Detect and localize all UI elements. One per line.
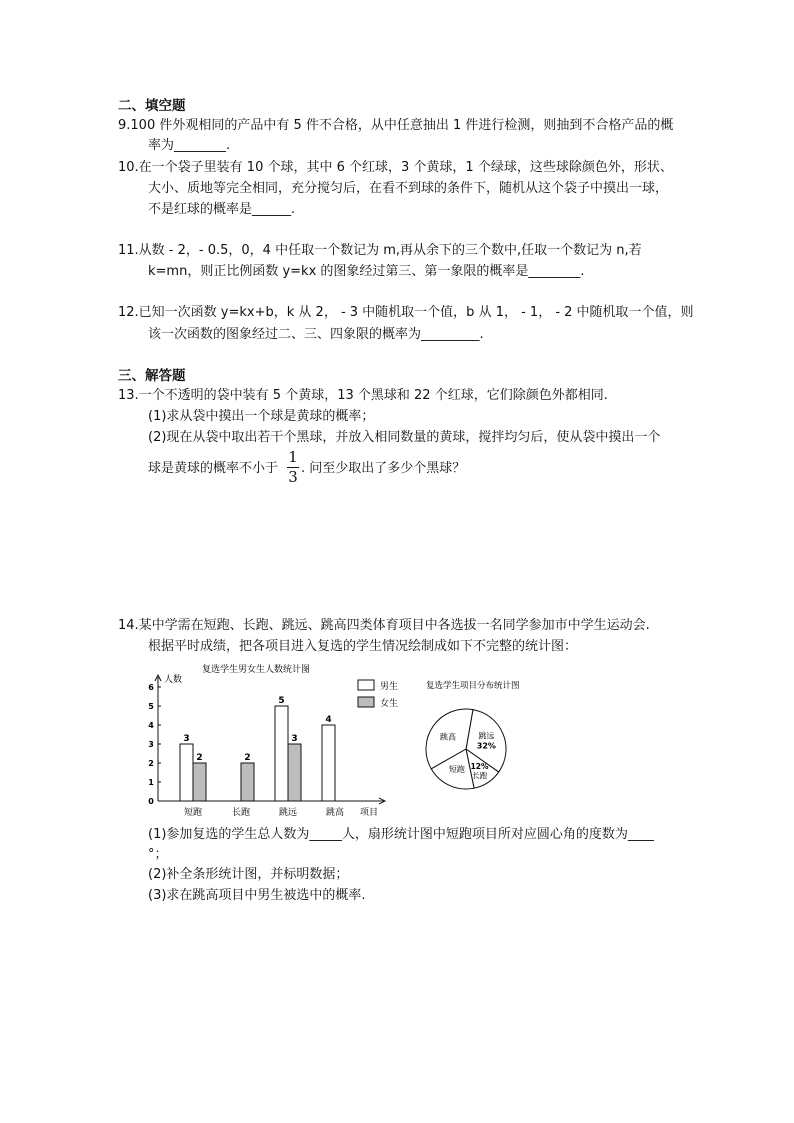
pie-slice-percent: 12% [470, 761, 489, 771]
q13-line1: 13.一个不透明的袋中装有 5 个黄球，13 个黑球和 22 个红球，它们除颜色外都相同. [118, 388, 608, 403]
fraction-numerator: 1 [288, 448, 298, 466]
x-tick-label: 长跑 [231, 808, 251, 818]
bar-chart-title: 复选学生男女生人数统计图 [202, 665, 311, 675]
x-tick-label: 短跑 [183, 808, 203, 818]
bar [288, 744, 301, 801]
pie-chart [418, 676, 548, 796]
q9-line1: 9.100 件外观相同的产品中有 5 件不合格，从中任意抽出 1 件进行检测，则抽到不合格产品的概 [118, 118, 674, 133]
bar [193, 763, 206, 801]
y-tick-label: 5 [148, 702, 154, 711]
y-tick-label: 3 [148, 740, 154, 749]
bar-chart-ylabel: 人数 [164, 675, 183, 685]
legend-label: 男生 [380, 682, 399, 692]
q9-line2: 率为________. [148, 138, 231, 153]
y-tick-label: 2 [148, 759, 154, 768]
bar-data-label: 2 [196, 753, 203, 763]
legend-label: 女生 [380, 699, 399, 709]
q11-line2: k=mn，则正比例函数 y=kx 的图象经过第三、第一象限的概率是________. [148, 264, 585, 279]
y-tick-label: 6 [148, 683, 154, 692]
q13-part2-before: 球是黄球的概率不小于 [148, 461, 279, 476]
q14-sub1-line2: °； [148, 847, 168, 862]
pie-slice-label: 跳高 [440, 732, 457, 742]
x-tick-label: 跳高 [325, 808, 345, 818]
section3-heading: 三、解答题 [118, 368, 186, 384]
q10-line1: 10.在一个袋子里装有 10 个球，其中 6 个红球，3 个黄球，1 个绿球，这些球除颜色外，形状、 [118, 160, 673, 175]
q13-part2-after: . 问至少取出了多少个黑球？ [301, 461, 466, 476]
q10-line2: 大小、质地等完全相同，充分搅匀后，在看不到球的条件下，随机从这个袋子中摸出一球， [148, 181, 669, 196]
bar [322, 725, 335, 801]
q14-line1: 14.某中学需在短跑、长跑、跳远、跳高四类体育项目中各选拔一名同学参加市中学生运动会. [118, 618, 650, 633]
bar-data-label: 3 [183, 734, 190, 744]
q12-line1: 12.已知一次函数 y=kx+b，k 从 2， - 3 中随机取一个值，b 从 1， - 1， - 2 中随机取一个值，则 [118, 305, 694, 320]
q14-sub1-line1: (1)参加复选的学生总人数为_____人，扇形统计图中短跑项目所对应圆心角的度数为____ [148, 827, 654, 842]
bar [241, 763, 254, 801]
y-tick-label: 1 [148, 778, 154, 787]
bar-data-label: 5 [278, 696, 285, 706]
bar [180, 744, 193, 801]
bar-data-label: 3 [291, 734, 298, 744]
q12-line2: 该一次函数的图象经过二、三、四象限的概率为_________. [148, 327, 484, 342]
section2-heading: 二、填空题 [118, 98, 186, 114]
legend-swatch [358, 697, 374, 707]
pie-chart-title: 复选学生项目分布统计图 [426, 681, 520, 691]
bar-data-label: 4 [325, 715, 332, 725]
legend-swatch [358, 680, 374, 690]
q13-part1: (1)求从袋中摸出一个球是黄球的概率； [148, 409, 375, 424]
bar-data-label: 2 [244, 753, 251, 763]
pie-slice-label: 长跑 [472, 770, 488, 780]
y-tick-label: 4 [148, 721, 154, 730]
pie-slice-label: 跳远 [478, 731, 495, 741]
q14-sub3: (3)求在跳高项目中男生被选中的概率. [148, 888, 366, 903]
fraction-denominator: 3 [288, 468, 298, 486]
q13-part2-line1: (2)现在从袋中取出若干个黑球，并放入相同数量的黄球，搅拌均匀后，使从袋中摸出一个 [148, 430, 661, 445]
y-tick-label: 0 [148, 797, 154, 806]
q10-line3: 不是红球的概率是______. [148, 202, 296, 217]
q11-line1: 11.从数 - 2，- 0.5，0，4 中任取一个数记为 m,再从余下的三个数中,任取一个数记为 n,若 [118, 243, 642, 258]
pie-slice-percent: 32% [476, 741, 496, 751]
q14-sub2: (2)补全条形统计图，并标明数据； [148, 867, 349, 882]
x-tick-label: 跳远 [278, 808, 298, 818]
bar [275, 706, 288, 801]
q14-line2: 根据平时成绩，把各项目进入复选的学生情况绘制成如下不完整的统计图： [148, 639, 578, 654]
pie-slice-label: 短跑 [448, 765, 465, 775]
bar-chart [140, 658, 420, 823]
bar-chart-xlabel: 项目 [360, 808, 379, 818]
